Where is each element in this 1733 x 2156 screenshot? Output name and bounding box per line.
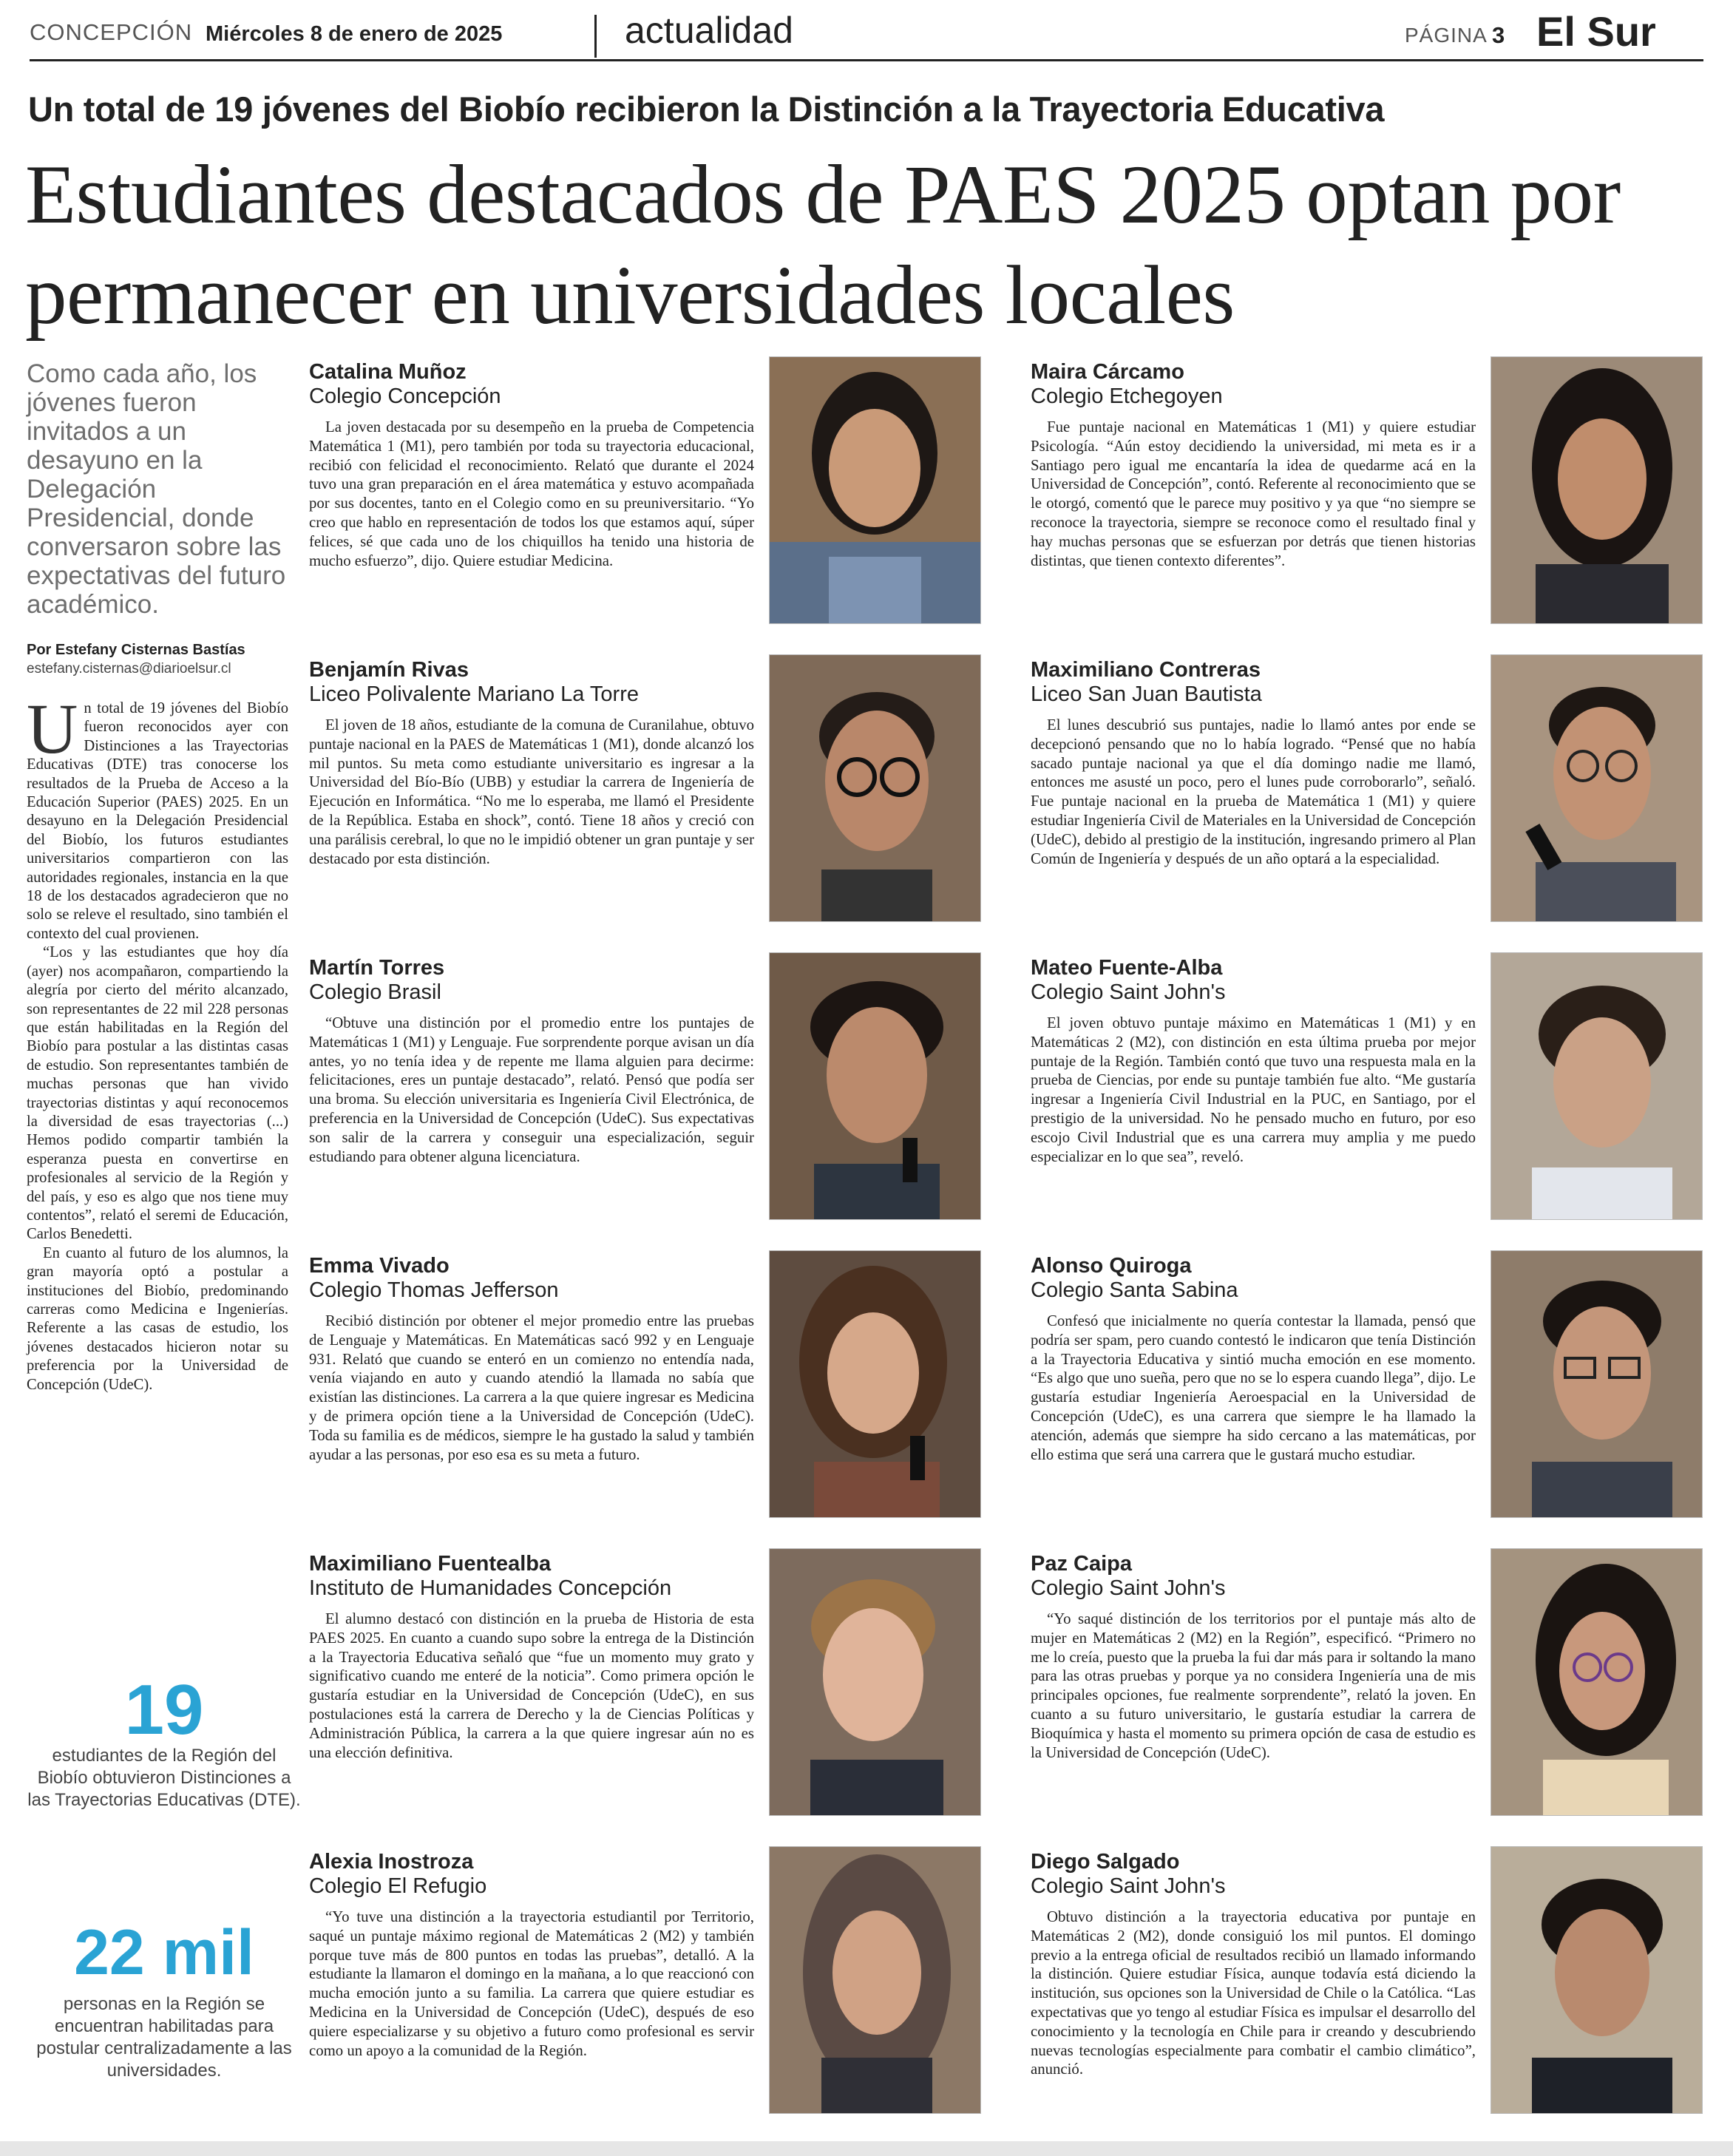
- portrait-image: [1491, 953, 1702, 1219]
- portrait-image: [770, 357, 980, 623]
- profile-emma-vivado: [309, 1254, 989, 1542]
- stat-number-students: 19: [124, 1670, 204, 1749]
- profile-school: Colegio Saint John's: [1031, 1576, 1226, 1600]
- profile-name: Alexia Inostroza: [309, 1850, 474, 1874]
- profile-text: “Yo saqué distinción de los territorios por el puntaje más alto de mujer en Matemáticas 2 (M2) en la Región”, especificó. “Primero no me lo creía, puesto que la prueba la fui dar más para ir soltando la mano para las otras pruebas y porque ya no considera Ingeniería una de mis principales opciones, fue realmente sorprendente”, relató la joven. En cuanto a su futuro universitario, le gustaría estudiar la carrera de Bioquímica y hasta el momento su primera opción de casa de estudio es la Universidad de Concepción (UdeC).: [1031, 1610, 1476, 1761]
- portrait-image: [770, 1847, 980, 2113]
- profile-text: Obtuvo distinción a la trayectoria educativa por puntaje en Matemáticas 2 (M2), donde consiguió los mil puntos. El domingo previo a la entrega oficial de resultados recibió un llamado informando la distinción. Quiere estudiar Física, aunque todavía está diciendo la institución, sus opciones son la Universidad de Chile o la Católica. “Las expectativas que yo tengo al estudiar Física es impulsar el desarrollo del conocimiento y la tecnología en Chile para ir creando y descubriendo nuevas tecnologías especialmente para combatir el cambio climático”, anunció.: [1031, 1908, 1476, 2078]
- profile-alexia-inostroza: [309, 1850, 989, 2138]
- profile-photo: [1490, 952, 1703, 1220]
- profile-photo: [1490, 356, 1703, 624]
- profile-photo: [1490, 1548, 1703, 1816]
- profile-photo: [769, 1250, 981, 1518]
- profile-photo: [769, 952, 981, 1220]
- headline: Estudiantes destacados de PAES 2025 optan por permanecer en universidades locales: [25, 149, 1621, 342]
- profile-catalina-munoz: [309, 360, 989, 648]
- profile-alonso-quiroga: [1031, 1254, 1711, 1542]
- body-paragraph-1: [27, 689, 288, 943]
- portrait-image: [1491, 1251, 1702, 1517]
- profile-diego-salgado: [1031, 1850, 1711, 2138]
- portrait-image: [1491, 655, 1702, 921]
- profile-school: Instituto de Humanidades Concepción: [309, 1576, 672, 1600]
- profile-text: El joven de 18 años, estudiante de la comuna de Curanilahue, obtuvo puntaje nacional en la PAES de Matemáticas 1 (M1), donde alcanzó los mil puntos. Su meta como estudiante universitario es ingresar a la Universidad del Bío-Bío (UBB) y estudiar la carrera de Ingeniería de Ejecución en Informática. “No me lo esperaba, me llamó el Presidente de la República. Estaba en shock”, contó. Tiene 18 años y creció con una parálisis cerebral, lo que no le impidió obtener un gran puntaje y ser destacado por esta distinción.: [309, 716, 754, 867]
- profile-text: Confesó que inicialmente no quería contestar la llamada, pensó que podría ser spam, pero cuando contestó le indicaron que tenía Distinción a la Trayectoria Educativa y sintió mucha emoción en ese momento. “Es algo que uno sueña, pero que no se lo espera cuando llega”, dijo. Le gustaría estudiar Ingeniería Aeroespacial en la Universidad de Concepción (UdeC), es una carrera que siempre le ha llamado la atención, además que siempre ha sido cercano a las matemáticas, por ello estima que será una carrera que le gustará mucho estudiar.: [1031, 1312, 1476, 1463]
- page-label: PÁGINA: [1405, 24, 1488, 47]
- profile-school: Colegio Concepción: [309, 384, 501, 408]
- profile-school: Colegio Saint John's: [1031, 980, 1226, 1004]
- profile-text: “Obtuve una distinción por el promedio entre los puntajes de Matemáticas 1 (M1) y Lenguaje. Fue sorprendente porque avisan un día antes, yo no tenía idea y de repente me llama alguien para decirme: felicitaciones, eres un puntaje destacado”, relató. Pensó que podía ser una broma. Su elección universitaria es Ingeniería Civil Electrónica, de preferencia en la Universidad de Concepción (UdeC). Sus expectativas son salir de la carrera y conseguir una especialización, seguir estudiando para obtener alguna licenciatura.: [309, 1014, 754, 1165]
- profile-school: Liceo San Juan Bautista: [1031, 682, 1262, 706]
- header-separator: [594, 15, 597, 58]
- edition-date: Miércoles 8 de enero de 2025: [206, 22, 503, 46]
- profile-photo: [769, 356, 981, 624]
- stat-number-people: 22 mil: [74, 1917, 254, 1988]
- profile-photo: [1490, 1250, 1703, 1518]
- profile-martin-torres: [309, 956, 989, 1244]
- profile-school: Colegio Brasil: [309, 980, 441, 1004]
- stat-text-students: estudiantes de la Región del Biobío obtuvieron Distinciones a las Trayectorias Educativas (DTE).: [27, 1746, 301, 1810]
- author-email[interactable]: estefany.cisternas@diarioelsur.cl: [27, 661, 231, 677]
- profile-text: El lunes descubrió sus puntajes, nadie lo llamó antes por ende se decepcionó pensando que no lo había logrado. “Pensé que no había sacado puntaje nacional ya que el día domingo nadie me llamó, entonces me asusté un poco, pero el lunes pude corroborarlo”, señaló. Fue puntaje nacional en la prueba de Matemática 1 (M1) y quiere estudiar Ingeniería Civil de Materiales en la Universidad de Concepción (UdeC), debido al prestigio de la institución, ingresando primero al Plan Común de Ingeniería y después de un año optará a la especialidad.: [1031, 716, 1476, 867]
- profile-paz-caipa: [1031, 1552, 1711, 1840]
- profile-school: Colegio Thomas Jefferson: [309, 1278, 559, 1302]
- body-paragraph-3: En cuanto al futuro de los alumnos, la gran mayoría optó a postular a instituciones del Biobío, predominando carreras como Medicina e Ingenierías. Referente a las casas de estudio, los jóvenes destacados hicieron notar su preferencia por la Universidad de Concepción (UdeC).: [27, 1244, 288, 1393]
- profile-photo: [769, 654, 981, 922]
- profile-name: Catalina Muñoz: [309, 360, 467, 384]
- topic-label: actualidad: [625, 10, 793, 51]
- profile-photo: [769, 1548, 981, 1816]
- body-paragraph-1-text: n total de 19 jóvenes del Biobío fueron reconocidos ayer con Distinciones a las Trayectorias Educativas (DTE) tras conocerse los resultados de la Prueba de Acceso a la Educación Superior (PAES) 2025. En un desayuno en la Delegación Presidencial del Biobío, los futuros estudiantes universitarios compartieron con las autoridades regionales, instancia en la que 18 de los destacados agradecieron que no solo se releve el resultado, sino también el contexto del cual provienen.: [27, 700, 288, 942]
- profile-photo: [1490, 1846, 1703, 2114]
- profile-name: Emma Vivado: [309, 1254, 450, 1278]
- profile-name: Diego Salgado: [1031, 1850, 1180, 1874]
- portrait-image: [770, 1251, 980, 1517]
- profile-maximiliano-fuentealba: [309, 1552, 989, 1840]
- newspaper-logo: El Sur: [1536, 8, 1656, 55]
- profile-school: Colegio El Refugio: [309, 1874, 487, 1898]
- profile-school: Liceo Polivalente Mariano La Torre: [309, 682, 640, 706]
- profile-text: El alumno destacó con distinción en la prueba de Historia de esta PAES 2025. En cuanto a cuando supo sobre la entrega de la Distinción a la Trayectoria Educativa señaló que “fue un momento muy grato y significativo cuando me enteré de la noticia”. Como primera opción le gustaría estudiar en la Universidad de Concepción (UdeC), en sus postulaciones está la carrera de Derecho y la de Ciencias Políticas y Administración Pública, la carrera a la que quiere ingresar aún no es una elección definitiva.: [309, 1610, 754, 1761]
- profile-name: Maximiliano Contreras: [1031, 658, 1261, 682]
- header-rule: [30, 59, 1703, 61]
- body-paragraph-2: “Los y las estudiantes que hoy día (ayer) nos acompañaron, compartiendo la alegría por cierto del mérito alcanzado, son representantes de 22 mil 228 personas que están habilitadas en la Región del Biobío para postular a las distintas casas de estudio. Son representantes también de muchas personas que han vivido trayectorias distintas y aquí reconocemos la diversidad de esas trayectorias (...) Hemos podido compartir también la esperanza puesta en convertirse en profesionales al servicio de la Región y del país, y eso es algo que nos tiene muy contentos”, relató el seremi de Educación, Carlos Benedetti.: [27, 944, 288, 1243]
- profile-text: Fue puntaje nacional en Matemáticas 1 (M1) y quiere estudiar Psicología. “Aún estoy decidiendo la universidad, mi meta es ir a Santiago pero igual me encantaría la idea de quedarme acá en la Universidad de Concepción”, contó. Referente al reconocimiento que se le otorgó, comentó que le parece muy positivo y ya que “no siempre se reconoce la trayectoria, siempre se reconoce como el resultado final y hay muchas personas que se esfuerzan por detrás que tienen historias distintas, que tienen contexto diferentes”.: [1031, 418, 1476, 569]
- profile-name: Maximiliano Fuentealba: [309, 1552, 552, 1576]
- profile-photo: [769, 1846, 981, 2114]
- profile-maira-carcamo: [1031, 360, 1711, 648]
- profile-maximiliano-contreras: [1031, 658, 1711, 946]
- profile-text: El joven obtuvo puntaje máximo en Matemáticas 1 (M1) y en Matemáticas 2 (M2), con distinción en esta última prueba por mejor puntaje de la Región. También contó que tuvo una respuesta mala en la prueba de Ciencias, por ende su puntaje también fue alto. “Me gustaría ingresar a Ingeniería Civil Industrial en la PUC, en Santiago, por el prestigio de la universidad. No he pensado mucho en futuro, por eso escojo Civil Industrial que es una carrera muy amplia y me puedo especializar en lo que sea”, reveló.: [1031, 1014, 1476, 1165]
- profile-name: Martín Torres: [309, 956, 445, 980]
- portrait-image: [770, 1549, 980, 1815]
- profile-school: Colegio Saint John's: [1031, 1874, 1226, 1898]
- portrait-image: [1491, 357, 1702, 623]
- profile-name: Paz Caipa: [1031, 1552, 1132, 1576]
- kicker: Un total de 19 jóvenes del Biobío recibieron la Distinción a la Trayectoria Educativa: [28, 89, 1385, 129]
- profile-benjamin-rivas: [309, 658, 989, 946]
- profile-mateo-fuente-alba: [1031, 956, 1711, 1244]
- profile-name: Maira Cárcamo: [1031, 360, 1184, 384]
- dropcap: U: [27, 689, 78, 768]
- profile-school: Colegio Etchegoyen: [1031, 384, 1223, 408]
- lede: Como cada año, los jóvenes fueron invitados a un desayuno en la Delegación Presidencial, donde conversaron sobre las expectativas del futuro académico.: [27, 359, 286, 619]
- portrait-image: [1491, 1549, 1702, 1815]
- profile-text: Recibió distinción por obtener el mejor promedio entre las pruebas de Lenguaje y Matemáticas. En Matemáticas sacó 992 y en Lenguaje 931. Relató que cuando se enteró en un comienzo no entendía nada, venía viajando en auto y cuando atendió la llamada no sabía que existían las distinciones. La carrera a la que quiere ingresar es Medicina y de primera opción tiene a la Universidad de Concepción (UdeC). Toda su familia es de médicos, siempre le ha gustado la salud y también ayudar a las personas, por eso esa es su meta a futuro.: [309, 1312, 754, 1463]
- profile-text: “Yo tuve una distinción a la trayectoria estudiantil por Territorio, saqué un puntaje máximo regional de Matemáticas 2 (M2) y también porque tuve más de 800 puntos en todas las pruebas”, detalló. A la estudiante la llamaron el domingo en la mañana, a lo que reaccionó con mucha emoción junto a su familia. La carrera que quiere estudiar es Medicina en la Universidad de Concepción (UdeC), después de eso quiere especializarse y su objetivo a futuro como profesional es servir como un apoyo a la comunidad de la Región.: [309, 1908, 754, 2059]
- page-number: 3: [1492, 22, 1505, 48]
- portrait-image: [1491, 1847, 1702, 2113]
- footer-bar: [0, 2141, 1733, 2156]
- byline: Por Estefany Cisternas Bastías: [27, 642, 245, 658]
- profile-school: Colegio Santa Sabina: [1031, 1278, 1238, 1302]
- profile-text: La joven destacada por su desempeño en la prueba de Competencia Matemática 1 (M1), pero también por toda su trayectoria educacional, recibió con felicidad el reconocimiento. Relató que durante el 2024 tuvo una gran preparación en el área matemática y estuvo acompañada por sus docentes, tanto en el Colegio como en su preuniversitario. “Yo creo que hablo en representación de todos los que estamos aquí, súper felices, sé que cada uno de los chiquillos ha tenido una historia de mucho esfuerzo”, dijo. Quiere estudiar Medicina.: [309, 418, 754, 569]
- profile-name: Mateo Fuente-Alba: [1031, 956, 1223, 980]
- profile-name: Alonso Quiroga: [1031, 1254, 1192, 1278]
- article-body: [27, 689, 288, 1394]
- portrait-image: [770, 953, 980, 1219]
- portrait-image: [770, 655, 980, 921]
- profile-photo: [1490, 654, 1703, 922]
- profile-name: Benjamín Rivas: [309, 658, 469, 682]
- stat-text-people: personas en la Región se encuentran habilitadas para postular centralizadamente a las universidades.: [36, 1994, 292, 2081]
- section-label: CONCEPCIÓN: [30, 19, 193, 45]
